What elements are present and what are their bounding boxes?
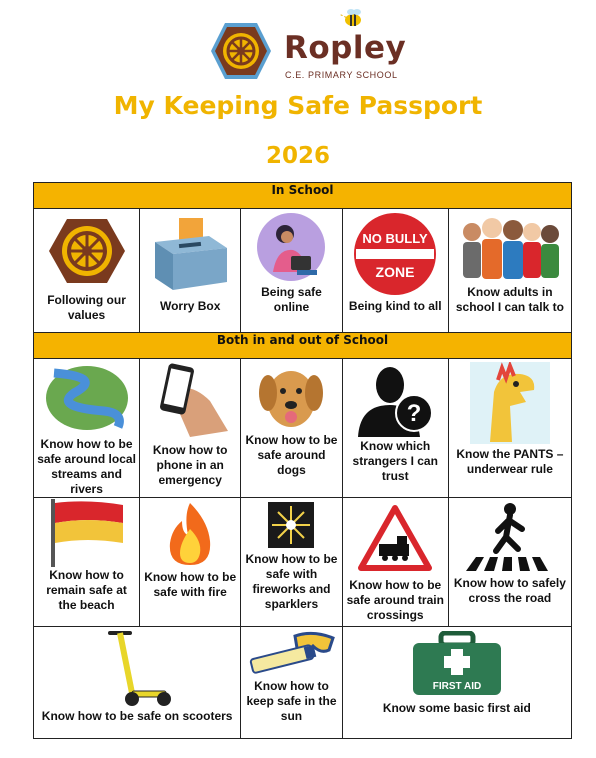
passport-item: [241, 627, 342, 739]
item-label: Know how to remain safe at the beach: [46, 568, 127, 612]
passport-item: [342, 359, 448, 498]
pedestrian-crossing-icon: [464, 501, 556, 573]
passport-item: [140, 209, 241, 333]
item-label: Know how to safely cross the road: [453, 576, 566, 605]
train-crossing-sign-icon: [357, 504, 433, 572]
item-label: Know how to be safe with fireworks and sparklers: [245, 552, 338, 611]
item-label: Worry Box: [159, 299, 221, 313]
item-label: Being safe online: [261, 285, 322, 314]
beach-flag-icon: [47, 499, 127, 567]
section-heading-in-school: In School: [34, 183, 572, 209]
item-label: Know adults in school I can talk to: [455, 285, 564, 314]
year: 2026: [265, 143, 330, 169]
worry-box-icon: [149, 216, 231, 292]
item-label: Being kind to all: [348, 299, 442, 313]
pants-dinosaur-icon: [470, 362, 550, 444]
passport-item: [34, 627, 241, 739]
svg-text:?: ?: [406, 400, 422, 427]
river-icon: [44, 363, 130, 433]
passport-grid: [33, 182, 572, 739]
section-heading-both: Both in and out of School: [34, 333, 572, 359]
scooter-icon: [102, 629, 172, 707]
girl-with-tablet-icon: [253, 212, 329, 282]
passport-item: [140, 359, 241, 498]
item-label: Know some basic first aid: [382, 701, 531, 715]
wheel-hexagon-icon: [47, 215, 127, 287]
zone-text: ZONE: [375, 264, 415, 280]
item-label: Following our values: [47, 293, 126, 322]
passport-item: [342, 627, 571, 739]
passport-item: [342, 498, 448, 627]
item-label: Know how to be safe around local streams and rivers: [37, 437, 136, 496]
firework-icon: [268, 502, 314, 548]
passport-item: [34, 359, 140, 498]
passport-item: [342, 209, 448, 333]
phone-in-hand-icon: [150, 361, 230, 441]
header: [0, 0, 596, 90]
stranger-question-icon: [354, 361, 436, 437]
item-label: Know the PANTS – underwear rule: [456, 447, 564, 476]
school-name: Ropley: [284, 30, 407, 66]
passport-item: [241, 359, 342, 498]
passport-item: [140, 498, 241, 627]
passport-item: [241, 498, 342, 627]
page-title: My Keeping Safe Passport: [113, 91, 483, 120]
bee-icon: [339, 4, 365, 30]
no-bully-zone-sign-icon: [352, 211, 438, 297]
passport-item: [34, 209, 140, 333]
fire-icon: [160, 501, 220, 567]
passport-item: [241, 209, 342, 333]
first-aid-text: FIRST AID: [432, 681, 482, 692]
school-logo-icon: [209, 20, 273, 82]
no-bully-text: NO BULLY: [362, 231, 428, 246]
item-label: Know how to be safe on scooters: [41, 709, 233, 723]
item-label: Know which strangers I can trust: [352, 439, 438, 483]
group-of-adults-icon: [458, 212, 562, 282]
sunscreen-sunglasses-icon: [247, 630, 335, 676]
item-label: Know how to keep safe in the sun: [246, 679, 337, 723]
passport-item: [448, 359, 571, 498]
school-subtitle: C.E. PRIMARY SCHOOL: [285, 70, 398, 80]
first-aid-kit-icon: [411, 631, 503, 697]
item-label: Know how to be safe around dogs: [245, 433, 338, 477]
dog-icon: [254, 361, 328, 431]
item-label: Know how to phone in an emergency: [152, 443, 228, 487]
item-label: Know how to be safe with fire: [144, 570, 237, 599]
passport-item: [448, 498, 571, 627]
passport-item: [448, 209, 571, 333]
passport-item: [34, 498, 140, 627]
item-label: Know how to be safe around train crossings: [346, 578, 444, 622]
